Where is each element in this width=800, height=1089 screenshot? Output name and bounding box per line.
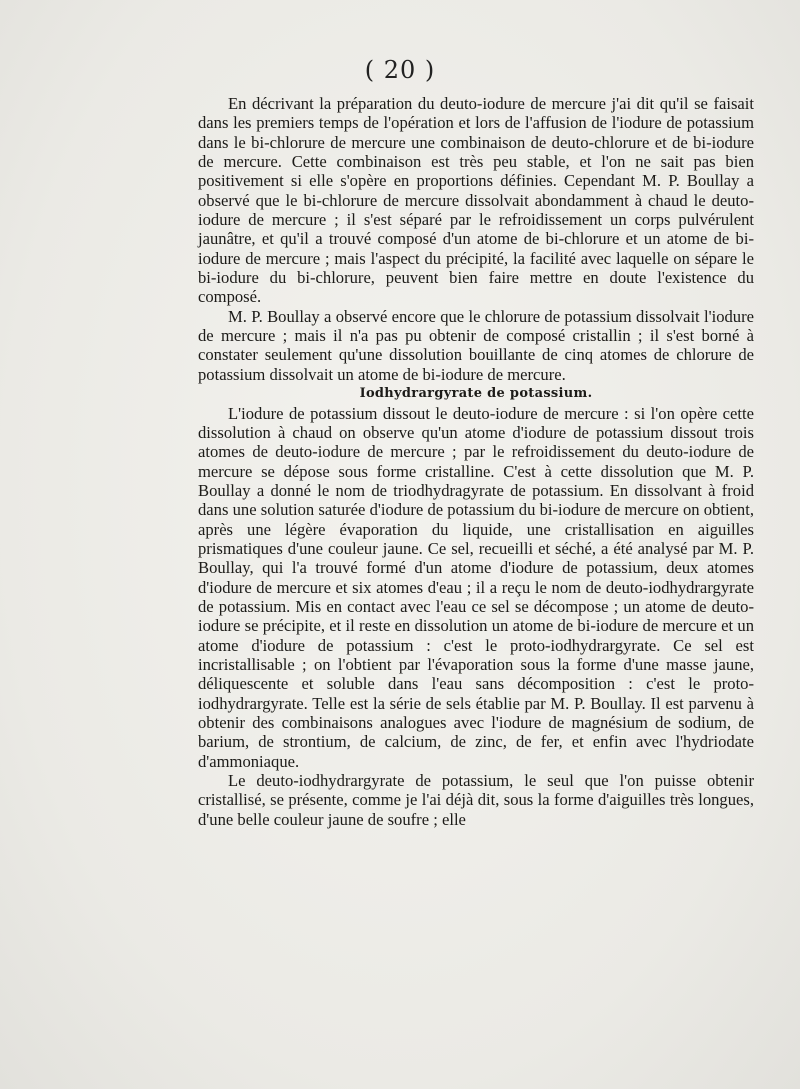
- page-number: ( 20 ): [364, 56, 436, 84]
- paragraph-4: Le deuto-iodhydrargyrate de potassium, le seul que l'on puisse obtenir cristallisé, se présente, comme je l'ai déjà dit, sous la forme d'aiguilles très longues, d'une belle couleur jaune de soufre ; elle: [198, 771, 754, 829]
- paragraph-2: M. P. Boullay a observé encore que le chlorure de potassium dissolvait l'iodure de mercure ; mais il n'a pas pu obtenir de composé cristallin ; il s'est borné à constater seulement qu'une dissolution bouillante de cinq atomes de chlorure de potassium dissolvait un atome de bi-iodure de mercure.: [198, 306, 754, 384]
- section-heading: [198, 384, 754, 403]
- paragraph-1: En décrivant la préparation du deuto-iodure de mercure j'ai dit qu'il se faisait dans les premiers temps de l'opération et lors de l'affusion de l'iodure de potassium dans le bi-chlorure de mercure une combinaison de deuto-chlorure et de bi-iodure de mercure. Cette combinaison est très peu stable, et l'on ne sait pas bien positivement si elle s'opère en proportions définies. Cependant M. P. Boullay a observé que le bi-chlorure de mercure dissolvait abondamment à chaud le deuto-iodure de mercure ; il s'est séparé par le refroidissement un corps pulvérulent jaunâtre, et qu'il a trouvé composé d'un atome de bi-chlorure et un atome de bi-iodure de mercure ; mais l'aspect du précipité, la facilité avec laquelle on sépare le bi-iodure du bi-chlorure, peuvent bien faire mettre en doute l'existence du composé.: [198, 94, 754, 307]
- body-text: [198, 94, 754, 829]
- paragraph-3: L'iodure de potassium dissout le deuto-iodure de mercure : si l'on opère cette dissolution à chaud on observe qu'un atome d'iodure de potassium dissout trois atomes de deuto-iodure de mercure ; par le refroidissement du deuto-iodure de mercure se dépose sous forme cristalline. C'est à cette dissolution que M. P. Boullay a donné le nom de triodhydragyrate de potassium. En dissolvant à froid dans une solution saturée d'iodure de potassium du bi-iodure de mercure on obtient, après une légère évaporation du liquide, une cristallisation en aiguilles prismatiques d'une couleur jaune. Ce sel, recueilli et séché, a été analysé par M. P. Boullay, qui l'a trouvé formé d'un atome d'iodure de potassium, deux atomes d'iodure de mercure et six atomes d'eau ; il a reçu le nom de deuto-iodhydrargyrate de potassium. Mis en contact avec l'eau ce sel se décompose ; un atome de deuto-iodure se précipite, et il reste en dissolution un atome de bi-iodure de mercure et un atome d'iodure de potassium : c'est le proto-iodhydrargyrate. Ce sel est incristallisable ; on l'obtient par l'évaporation sous la forme d'une masse jaune, déliquescente et soluble dans l'eau sans décomposition : c'est le proto-iodhydrargyrate. Telle est la série de sels établie par M. P. Boullay. Il est parvenu à obtenir des combinaisons analogues avec l'iodure de magnésium de sodium, de barium, de strontium, de calcium, de zinc, de fer, et enfin avec l'hydriodate d'ammoniaque.: [198, 403, 754, 771]
- section-heading-text: Iodhydrargyrate de potassium.: [359, 386, 593, 402]
